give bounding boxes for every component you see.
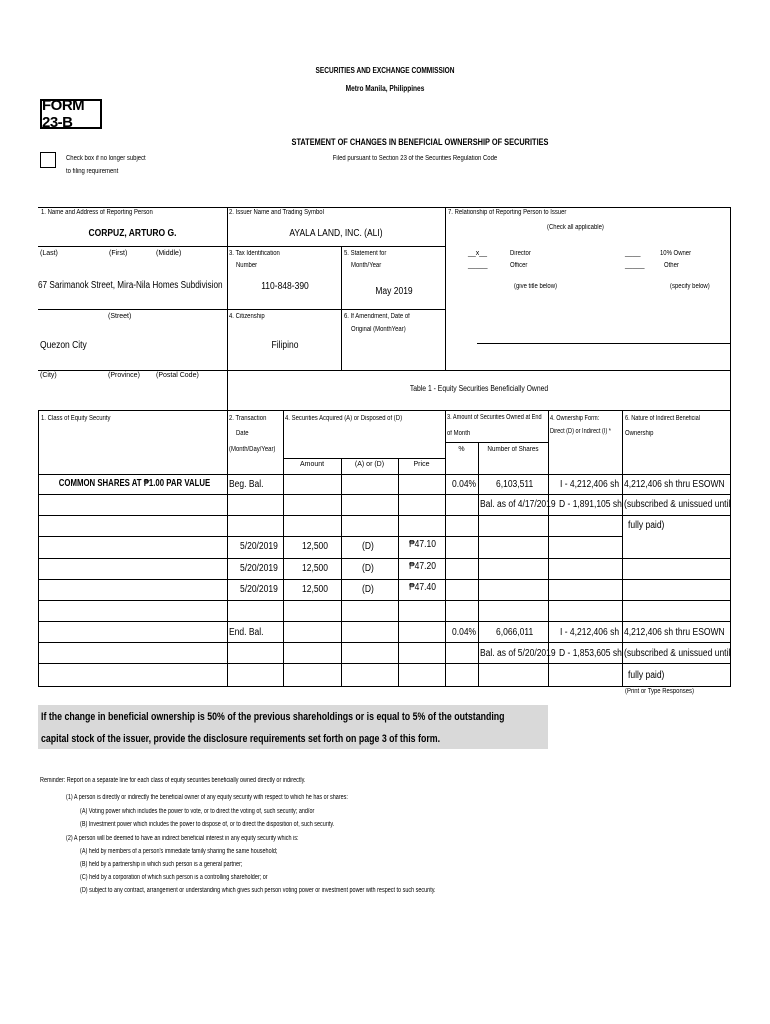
txn-ad: (D) <box>362 541 374 552</box>
reporting-person-label: 1. Name and Address of Reporting Person <box>41 209 153 216</box>
beg-nature-1: 4,212,406 sh thru ESOWN <box>624 479 725 490</box>
other-mark[interactable]: _____ <box>625 262 645 269</box>
reporting-person-address: 67 Sarimanok Street, Mira-Nila Homes Subdivision <box>38 280 223 291</box>
give-title-label: (give title below) <box>514 283 557 290</box>
form-subtitle: Filed pursuant to Section 23 of the Securities Regulation Code <box>332 155 498 162</box>
statement-value: May 2019 <box>375 286 413 297</box>
checkbox-label-line1: Check box if no longer subject <box>66 155 146 162</box>
security-class: COMMON SHARES AT ₱1.00 PAR VALUE <box>58 478 211 489</box>
tin-value: 110-848-390 <box>261 281 309 292</box>
txn-amount: 12,500 <box>302 563 329 574</box>
col-owned-header-1: 3. Amount of Securities Owned at End <box>447 414 542 421</box>
end-nature-2: (subscribed & unissued until <box>624 648 731 659</box>
col-acquired-header: 4. Securities Acquired (A) or Disposed of (D) <box>285 415 403 422</box>
end-balance-label: End. Bal. <box>229 627 264 638</box>
director-label: Director <box>510 250 531 257</box>
txn-date: 5/20/2019 <box>240 563 278 574</box>
issuer-name: AYALA LAND, INC. (ALI) <box>289 228 383 239</box>
middle-label: (Middle) <box>156 250 182 257</box>
last-label: (Last) <box>40 250 58 257</box>
reminder-p1b: (B) Investment power which includes the power to dispose of, or to direct the disposition of, such security. <box>80 821 335 828</box>
amendment-label-line1: 6. If Amendment, Date of <box>344 313 410 320</box>
end-nature-1: 4,212,406 sh thru ESOWN <box>624 627 725 638</box>
officer-label: Officer <box>510 262 528 269</box>
beg-nature-3: fully paid) <box>628 520 665 531</box>
col-form-header-2: Direct (D) or Indirect (I) * <box>550 428 611 435</box>
form-id: FORM 23-B <box>40 99 102 129</box>
notice-line2: capital stock of the issuer, provide the disclosure requirements set forth on page 3 of this form. <box>41 733 441 745</box>
txn-price: ₱47.20 <box>409 561 436 572</box>
col-ad-header: (A) or (D) <box>354 461 385 468</box>
issuer-label: 2. Issuer Name and Trading Symbol <box>229 209 324 216</box>
citizenship-label: 4. Citizenship <box>229 313 265 320</box>
end-form-indirect: I - 4,212,406 sh <box>560 627 620 638</box>
txn-price: ₱47.10 <box>409 539 436 550</box>
specify-label: (specify below) <box>670 283 710 290</box>
txn-price: ₱47.40 <box>409 582 436 593</box>
tin-label-line1: 3. Tax Identification <box>229 250 280 257</box>
disclosure-notice <box>38 705 548 749</box>
beg-shares: 6,103,511 <box>496 479 534 490</box>
reporting-person-city: Quezon City <box>40 340 87 351</box>
other-label: Other <box>664 262 679 269</box>
beg-balance-label: Beg. Bal. <box>229 479 264 490</box>
postal-label: (Postal Code) <box>156 372 199 379</box>
reminder-p2: (2) A person will be deemed to have an indirect beneficial interest in any equity security which is: <box>66 835 299 842</box>
statement-label-line2: Month/Year <box>351 262 382 269</box>
officer-mark[interactable]: _____ <box>468 262 488 269</box>
col-date-header-3: (Month/Day/Year) <box>229 446 276 453</box>
beg-form-direct: D - 1,891,105 sh <box>559 499 622 510</box>
beg-balance-as-of: Bal. as of 4/17/2019 <box>480 499 556 510</box>
col-nature-header-2: Ownership <box>625 430 654 437</box>
col-shares-header: Number of Shares <box>487 446 539 453</box>
col-date-header-1: 2. Transaction <box>229 415 267 422</box>
end-form-direct: D - 1,853,605 sh <box>559 648 622 659</box>
col-nature-header-1: 6. Nature of Indirect Beneficial <box>625 415 701 422</box>
col-class-header: 1. Class of Equity Security <box>41 415 111 422</box>
province-label: (Province) <box>108 372 140 379</box>
end-nature-3: fully paid) <box>628 670 665 681</box>
owner-label: 10% Owner <box>660 250 692 257</box>
txn-date: 5/20/2019 <box>240 541 278 552</box>
relationship-label: 7. Relationship of Reporting Person to Issuer <box>448 209 567 216</box>
reminder-intro: Reminder: Report on a separate line for each class of equity securities beneficially owned directly or indirectly. <box>40 777 306 784</box>
reminder-p1: (1) A person is directly or indirectly the beneficial owner of any equity security with respect to which he has or shares: <box>66 794 348 801</box>
reminder-p2c: (C) held by a corporation of which such person is a controlling shareholder; or <box>80 874 268 881</box>
reminder-p2a: (A) held by members of a person's immediate family sharing the same household; <box>80 848 278 855</box>
txn-ad: (D) <box>362 584 374 595</box>
city-label: (City) <box>40 372 57 379</box>
owner-mark[interactable]: ____ <box>625 250 641 257</box>
col-form-header-1: 4. Ownership Form: <box>550 415 600 422</box>
beg-percent: 0.04% <box>452 479 477 490</box>
checkbox-label-line2: to filing requirement <box>66 168 119 175</box>
end-percent: 0.04% <box>452 627 477 638</box>
col-amount-header: Amount <box>299 461 325 468</box>
col-percent-header: % <box>458 446 465 453</box>
street-label: (Street) <box>108 313 132 320</box>
txn-ad: (D) <box>362 563 374 574</box>
end-balance-as-of: Bal. as of 5/20/2019 <box>480 648 556 659</box>
beg-form-indirect: I - 4,212,406 sh <box>560 479 620 490</box>
col-date-header-2: Date <box>236 430 249 437</box>
col-owned-header-2: of Month <box>447 430 471 437</box>
form-title: STATEMENT OF CHANGES IN BENEFICIAL OWNERSHIP OF SECURITIES <box>291 137 549 147</box>
reminder-p2d: (D) subject to any contract, arrangement or understanding which gives such person voting power or investment power with respect to such security. <box>80 887 436 894</box>
reminder-p1a: (A) Voting power which includes the power to vote, or to direct the voting of, such security; and/or <box>80 808 315 815</box>
txn-amount: 12,500 <box>302 541 329 552</box>
print-note: (Print or Type Responses) <box>625 688 695 695</box>
table-title: Table 1 - Equity Securities Beneficially Owned <box>409 384 549 393</box>
amendment-label-line2: Original (MonthYear) <box>351 326 406 333</box>
director-mark[interactable]: __x__ <box>468 250 488 257</box>
reporting-person-name: CORPUZ, ARTURO G. <box>88 228 177 239</box>
no-longer-subject-checkbox[interactable] <box>40 152 56 168</box>
txn-date: 5/20/2019 <box>240 584 278 595</box>
statement-label-line1: 5. Statement for <box>344 250 387 257</box>
notice-line1: If the change in beneficial ownership is 50% of the previous shareholdings or is equal to 5% of the outstanding <box>41 711 505 723</box>
agency-name: SECURITIES AND EXCHANGE COMMISSION <box>315 66 455 75</box>
col-price-header: Price <box>413 461 430 468</box>
agency-location: Metro Manila, Philippines <box>345 84 425 93</box>
first-label: (First) <box>109 250 128 257</box>
reminder-p2b: (B) held by a partnership in which such person is a general partner; <box>80 861 243 868</box>
beg-nature-2: (subscribed & unissued until <box>624 499 731 510</box>
txn-amount: 12,500 <box>302 584 329 595</box>
end-shares: 6,066,011 <box>496 627 534 638</box>
tin-label-line2: Number <box>236 262 258 269</box>
citizenship-value: Filipino <box>271 340 299 351</box>
check-all-label: (Check all applicable) <box>547 224 604 231</box>
